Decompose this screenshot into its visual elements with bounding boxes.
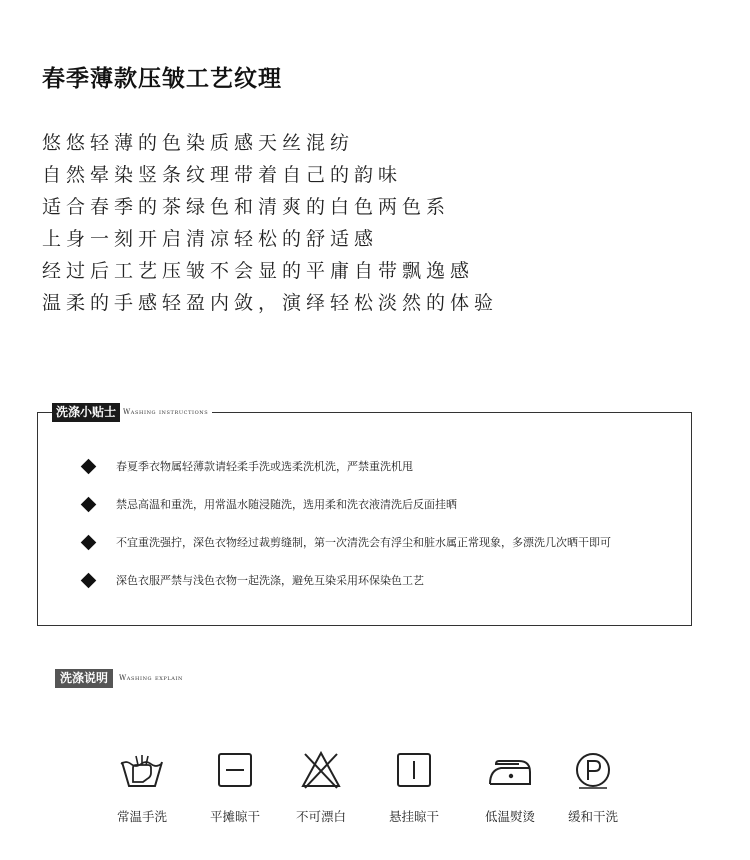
intro-line: 悠悠轻薄的色染质感天丝混纺	[42, 132, 355, 154]
intro-line: 温柔的手感轻盈内敛，演绎轻松淡然的体验	[42, 292, 499, 314]
diamond-bullet-icon	[81, 572, 97, 588]
care-label: 平摊晾干	[209, 809, 260, 824]
intro-line: 适合春季的茶绿色和清爽的白色两色系	[42, 196, 451, 218]
washing-explain-tag: 洗涤说明	[55, 669, 113, 688]
line-dry-icon	[389, 748, 439, 792]
care-symbols-row	[0, 748, 750, 838]
washing-explain-header	[55, 668, 183, 688]
care-item-hand-wash	[97, 748, 187, 825]
intro-line: 上身一刻开启清凉轻松的舒适感	[42, 228, 379, 250]
care-item-dry-flat	[190, 748, 280, 825]
iron-low-icon	[485, 748, 535, 792]
tip-item	[80, 485, 611, 523]
tip-text: 禁忌高温和重洗，用常温水随浸随洗，选用柔和洗衣液清洗后反面挂晒	[116, 498, 457, 511]
care-item-dry-clean	[548, 748, 638, 825]
care-label: 缓和干洗	[567, 809, 618, 824]
washing-tips-list	[80, 447, 611, 599]
dry-clean-p-icon	[568, 748, 618, 792]
washing-tips-header	[52, 402, 212, 422]
do-not-bleach-icon	[296, 748, 346, 792]
care-label: 悬挂晾干	[388, 809, 439, 824]
intro-line: 自然晕染竖条纹理带着自己的韵味	[42, 164, 403, 186]
care-item-iron-low	[465, 748, 555, 825]
intro-copy	[42, 127, 498, 319]
hand-wash-icon	[117, 748, 167, 792]
care-label: 常温手洗	[116, 809, 167, 824]
diamond-bullet-icon	[81, 534, 97, 550]
page-title: 春季薄款压皱工艺纹理	[42, 66, 282, 92]
diamond-bullet-icon	[81, 458, 97, 474]
tip-text: 深色衣服严禁与浅色衣物一起洗涤，避免互染采用环保染色工艺	[116, 574, 424, 587]
tip-item	[80, 523, 611, 561]
dry-flat-icon	[210, 748, 260, 792]
intro-line: 经过后工艺压皱不会显的平庸自带飘逸感	[42, 260, 475, 282]
care-label: 不可漂白	[295, 809, 346, 824]
washing-explain-subtitle: Washing explain	[119, 674, 184, 682]
care-item-no-bleach	[276, 748, 366, 825]
tip-item	[80, 447, 611, 485]
tip-text: 不宜重洗强拧，深色衣物经过裁剪缝制，第一次清洗会有浮尘和脏水属正常现象，多漂洗几次晒干即可	[116, 536, 611, 549]
tip-item	[80, 561, 611, 599]
care-item-line-dry	[369, 748, 459, 825]
tip-text: 春夏季衣物属轻薄款请轻柔手洗或选柔洗机洗，严禁重洗机甩	[116, 460, 413, 473]
washing-tips-tag: 洗涤小贴士	[52, 403, 120, 422]
diamond-bullet-icon	[81, 496, 97, 512]
washing-tips-subtitle: Washing instructions	[123, 408, 209, 416]
care-label: 低温熨烫	[484, 809, 535, 824]
